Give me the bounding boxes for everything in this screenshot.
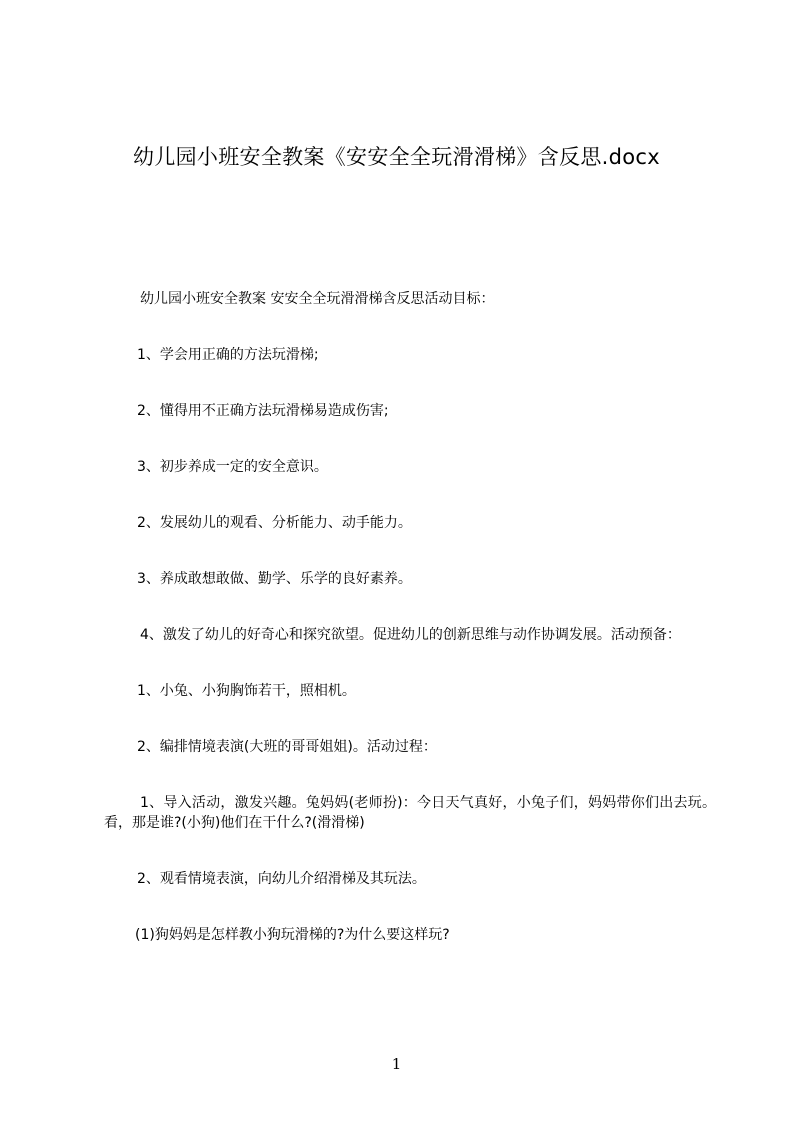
paragraph-objective-4: 2、发展幼儿的观看、分析能力、动手能力。: [137, 515, 412, 531]
paragraph-objective-3: 3、初步养成一定的安全意识。: [137, 459, 328, 475]
document-body: [104, 289, 716, 945]
paragraph-process-question-1: (1)狗妈妈是怎样教小狗玩滑梯的?为什么要这样玩?: [135, 927, 450, 943]
paragraph-objective-1: 1、学会用正确的方法玩滑梯;: [137, 347, 319, 363]
paragraph-process-1: 1、导入活动，激发兴趣。兔妈妈(老师扮)：今日天气真好，小兔子们，妈妈带你们出去玩。看，那是谁?(小狗)他们在干什么?(滑滑梯): [104, 795, 716, 831]
paragraph-objective-5: 3、养成敢想敢做、勤学、乐学的良好素养。: [137, 571, 412, 587]
paragraph-objective-6-preparation: 4、激发了幼儿的好奇心和探究欲望。促进幼儿的创新思维与动作协调发展。活动预备：: [140, 627, 681, 643]
paragraph-objective-2: 2、懂得用不正确方法玩滑梯易造成伤害;: [137, 403, 389, 419]
document-title: 幼儿园小班安全教案《安安全全玩滑滑梯》含反思.docx: [133, 145, 660, 169]
paragraph-process-2: 2、观看情境表演，向幼儿介绍滑梯及其玩法。: [137, 871, 426, 887]
paragraph-preparation-2-process: 2、编排情境表演(大班的哥哥姐姐)。活动过程：: [137, 739, 437, 755]
paragraph-intro-objectives: 幼儿园小班安全教案 安安全全玩滑滑梯含反思活动目标：: [140, 291, 495, 307]
paragraph-preparation-1: 1、小兔、小狗胸饰若干，照相机。: [137, 683, 356, 699]
page-number: 1: [391, 1055, 402, 1073]
